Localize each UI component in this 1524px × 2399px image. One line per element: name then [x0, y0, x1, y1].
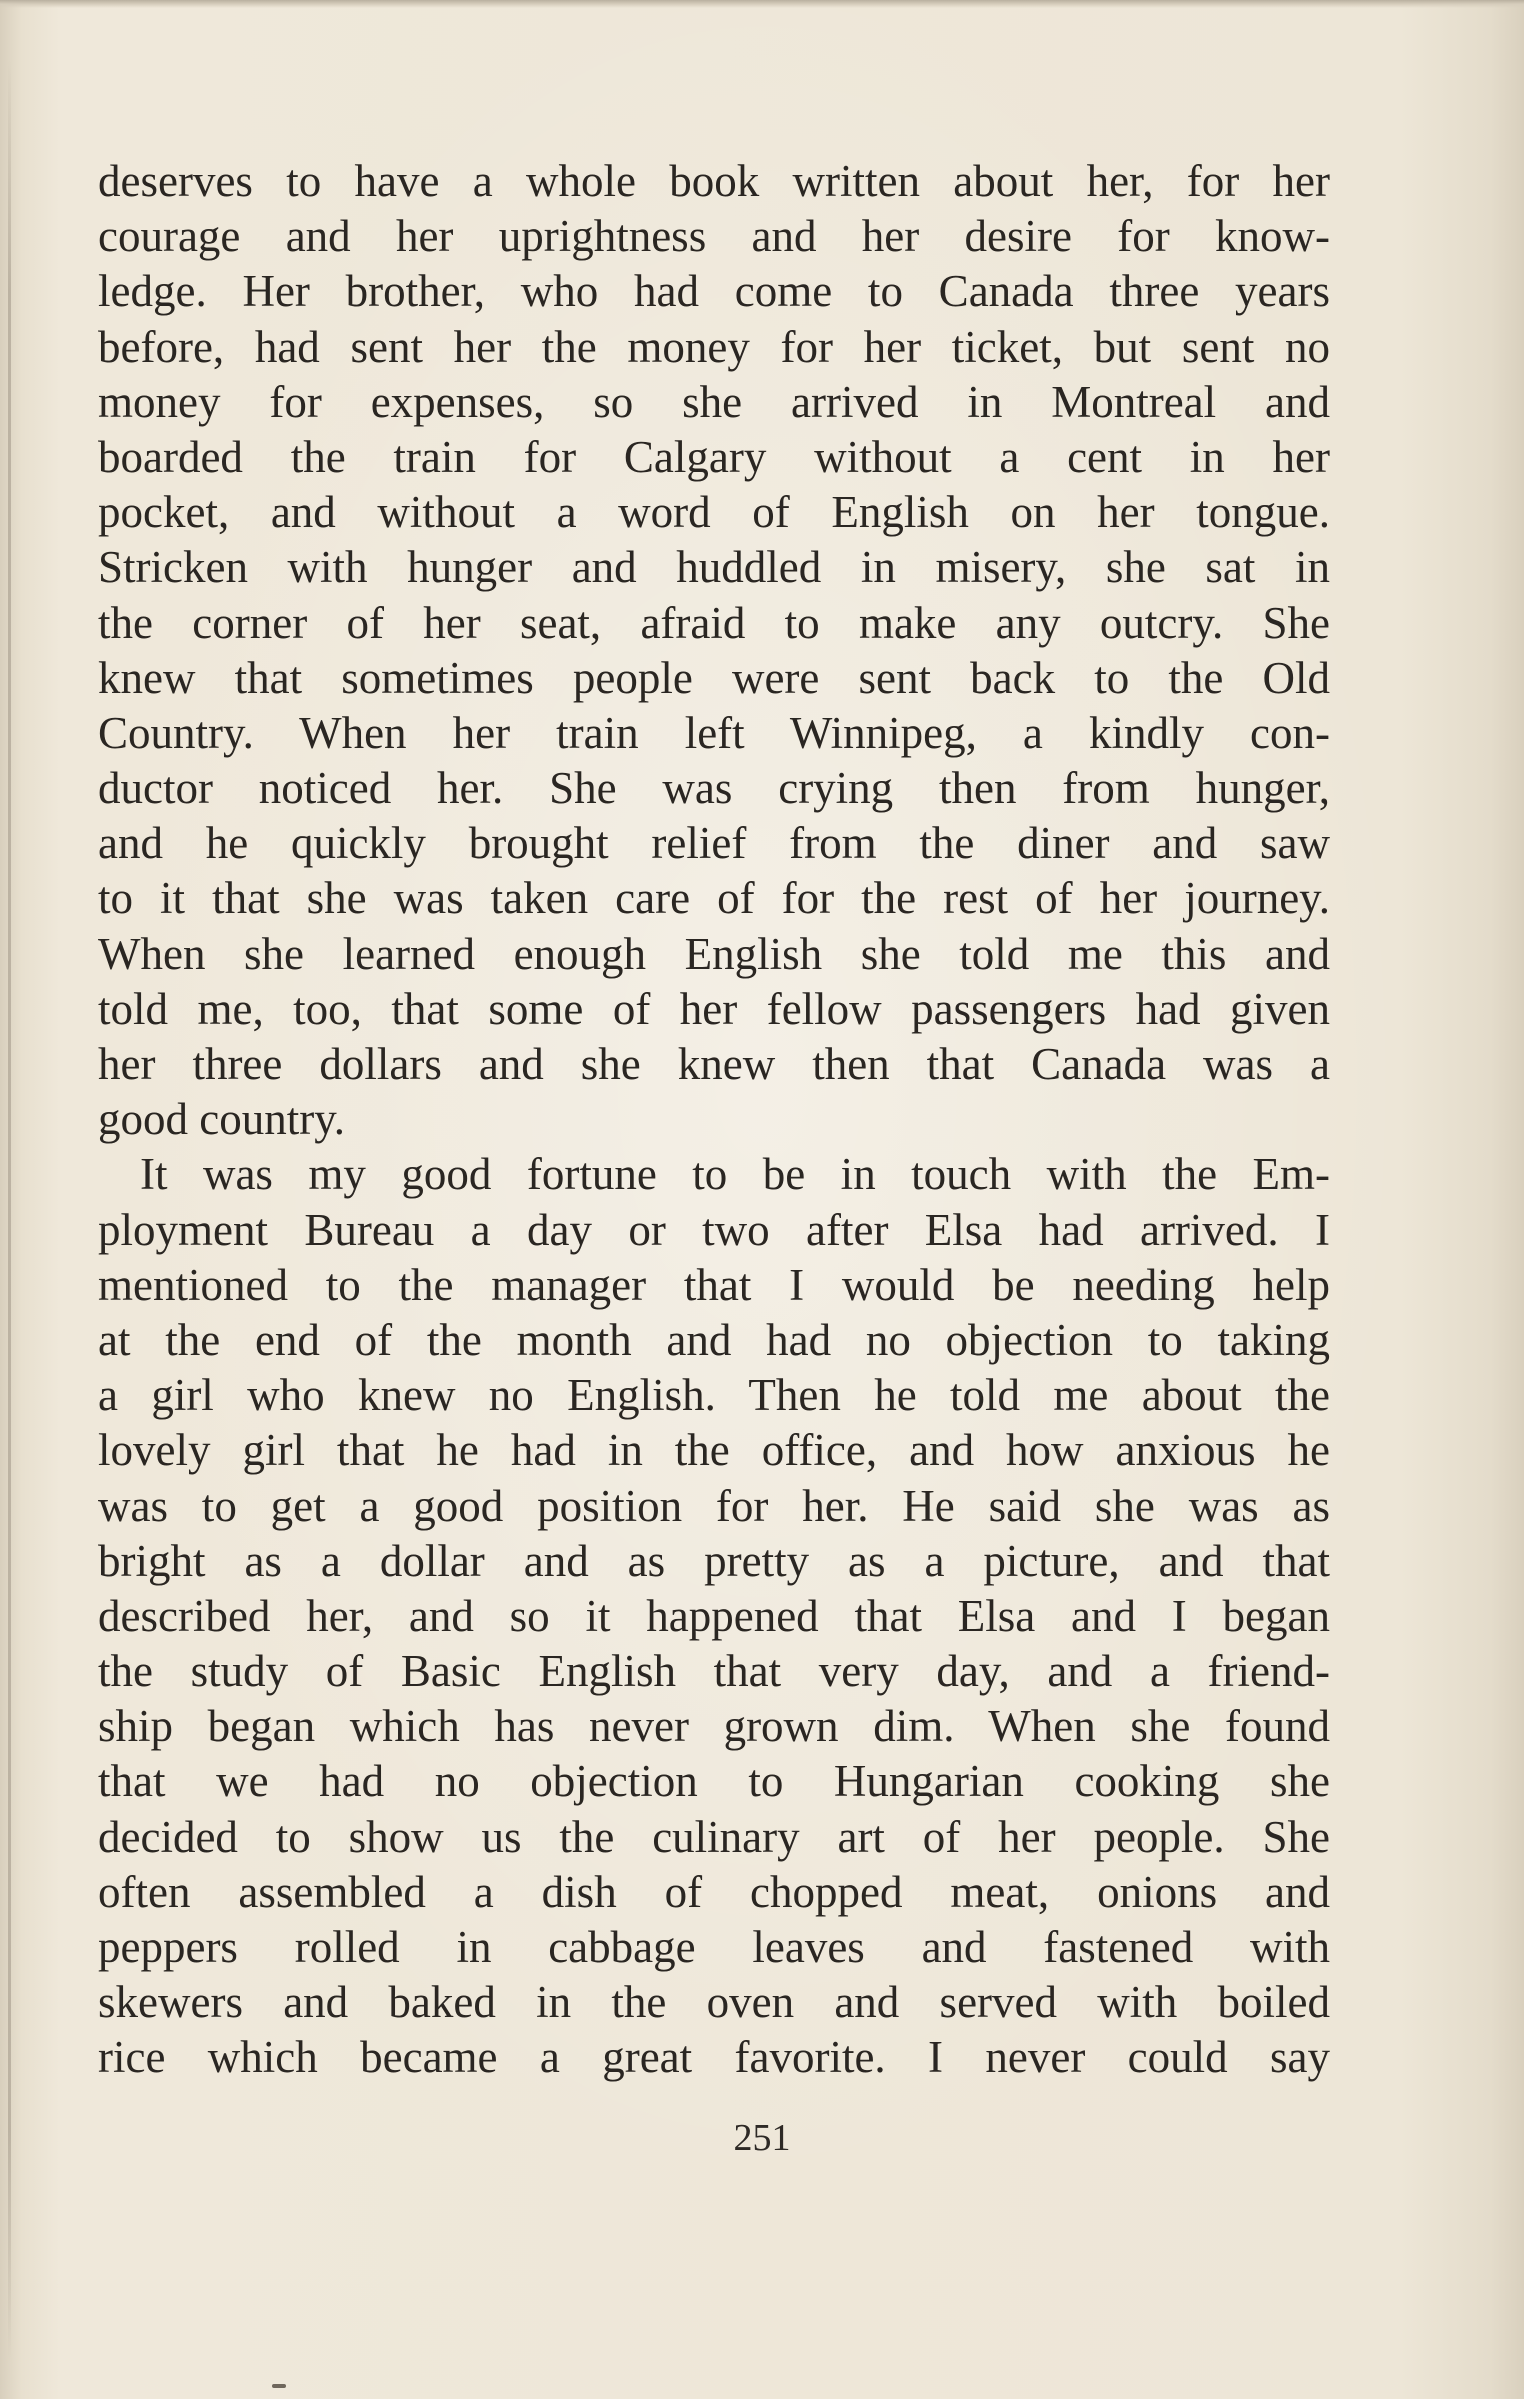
- text-line: ship began which has never grown dim. When she found: [98, 1701, 1330, 1752]
- text-line: deserves to have a whole book written about her, for her: [98, 156, 1330, 206]
- paragraph-start-line: It was my good fortune to be in touch with the Em-: [140, 1149, 1330, 1200]
- text-line: money for expenses, so she arrived in Montreal and: [98, 376, 1330, 427]
- text-line: skewers and baked in the oven and served with boiled: [98, 1977, 1330, 2028]
- text-line: bright as a dollar and as pretty as a picture, and that: [98, 1535, 1330, 1586]
- text-line: told me, too, that some of her fellow passengers had given: [98, 983, 1330, 1034]
- text-line: mentioned to the manager that I would be needing help: [98, 1259, 1330, 1310]
- text-line: and he quickly brought relief from the diner and saw: [98, 818, 1330, 869]
- text-line: was to get a good position for her. He said she was as: [98, 1480, 1330, 1531]
- text-line: ledge. Her brother, who had come to Canada three years: [98, 266, 1330, 317]
- text-line: rice which became a great favorite. I never could say: [98, 2032, 1330, 2083]
- text-line: the study of Basic English that very day, and a friend-: [98, 1646, 1330, 1697]
- text-line: knew that sometimes people were sent back to the Old: [98, 652, 1330, 703]
- text-line: decided to show us the culinary art of her people. She: [98, 1811, 1330, 1862]
- text-line: boarded the train for Calgary without a cent in her: [98, 431, 1330, 482]
- paragraph-end-line: good country.: [98, 1094, 346, 1145]
- text-line: described her, and so it happened that Elsa and I began: [98, 1590, 1330, 1641]
- page-top-edge: [0, 0, 1524, 8]
- body-text: [98, 154, 1330, 2086]
- text-line: pocket, and without a word of English on her tongue.: [98, 487, 1330, 538]
- binding-gutter: [8, 60, 11, 2360]
- text-line: at the end of the month and had no objection to taking: [98, 1314, 1330, 1365]
- text-line: ployment Bureau a day or two after Elsa had arrived. I: [98, 1204, 1330, 1255]
- paper-speck: [272, 2384, 286, 2388]
- text-line: When she learned enough English she told me this and: [98, 928, 1330, 979]
- text-line: Country. When her train left Winnipeg, a kindly con-: [98, 707, 1330, 758]
- text-line: Stricken with hunger and huddled in misery, she sat in: [98, 542, 1330, 593]
- text-line: courage and her uprightness and her desire for know-: [98, 211, 1330, 262]
- text-line: ductor noticed her. She was crying then from hunger,: [98, 763, 1330, 814]
- text-line: her three dollars and she knew then that Canada was a: [98, 1039, 1330, 1089]
- text-line: lovely girl that he had in the office, and how anxious he: [98, 1425, 1330, 1476]
- text-line: that we had no objection to Hungarian cooking she: [98, 1756, 1330, 1807]
- text-line: peppers rolled in cabbage leaves and fastened with: [98, 1922, 1330, 1972]
- text-line: often assembled a dish of chopped meat, onions and: [98, 1866, 1330, 1917]
- text-line: before, had sent her the money for her ticket, but sent no: [98, 321, 1330, 372]
- text-line: a girl who knew no English. Then he told me about the: [98, 1370, 1330, 1421]
- text-line: the corner of her seat, afraid to make any outcry. She: [98, 597, 1330, 648]
- page-number: 251: [733, 2117, 791, 2159]
- text-line: to it that she was taken care of for the rest of her journey.: [98, 873, 1330, 924]
